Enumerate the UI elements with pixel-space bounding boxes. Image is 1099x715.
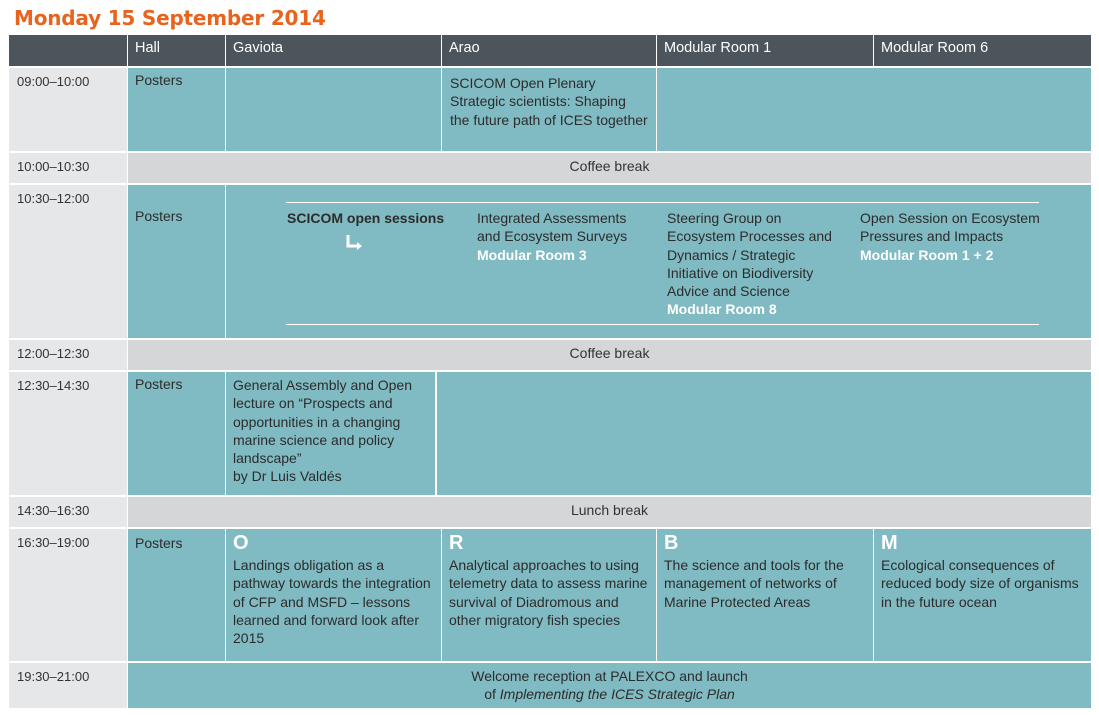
hall-posters-7: Posters bbox=[128, 529, 225, 661]
scicom-open-sessions-block bbox=[226, 185, 1091, 338]
header-gaviota: Gaviota bbox=[226, 35, 441, 66]
welcome-reception bbox=[128, 663, 1091, 708]
theme-session-o bbox=[226, 529, 441, 661]
theme-session-m bbox=[874, 529, 1091, 661]
speaker-text: by Dr Luis Valdés bbox=[233, 468, 342, 485]
header-blank bbox=[9, 35, 127, 66]
time-slot: 14:30–16:30 bbox=[9, 497, 127, 527]
hall-posters-1: Posters bbox=[128, 68, 225, 151]
session-room: Modular Room 3 bbox=[477, 246, 587, 263]
theme-letter: R bbox=[449, 532, 464, 554]
arrow-right-icon bbox=[346, 233, 366, 253]
session-room: Modular Room 1 + 2 bbox=[860, 246, 994, 263]
lunch-break: Lunch break bbox=[128, 497, 1091, 527]
theme-letter: B bbox=[664, 532, 679, 554]
divider-top bbox=[286, 202, 1039, 203]
session-title: Integrated Assessments and Ecosystem Surveys bbox=[477, 210, 628, 245]
welcome-line-1: Welcome reception at PALEXCO and launch bbox=[471, 668, 748, 684]
theme-text: Analytical approaches to using telemetry data to assess marine survival of Diadromous and other migratory fish species bbox=[449, 557, 648, 628]
arao-modular-empty-5 bbox=[437, 372, 1091, 495]
header-arao: Arao bbox=[442, 35, 656, 66]
time-slot: 16:30–19:00 bbox=[9, 529, 127, 661]
general-assembly-text: General Assembly and Open lecture on “Prospects and opportunities in a changing marine science and policy landscape” bbox=[233, 377, 412, 467]
gaviota-general-assembly bbox=[226, 372, 435, 495]
session-ecosystem-pressures bbox=[860, 209, 1050, 264]
hall-posters-3: Posters bbox=[128, 185, 225, 338]
time-slot: 19:30–21:00 bbox=[9, 663, 127, 708]
session-steering-group bbox=[667, 209, 837, 319]
theme-text: The science and tools for the management of networks of Marine Protected Areas bbox=[664, 557, 844, 610]
scicom-open-sessions-heading: SCICOM open sessions bbox=[287, 210, 445, 226]
arao-scicom-plenary: SCICOM Open Plenary Strategic scientists: Shaping the future path of ICES together bbox=[442, 68, 656, 151]
page-title: Monday 15 September 2014 bbox=[14, 6, 326, 30]
session-room: Modular Room 8 bbox=[667, 301, 777, 318]
coffee-break-2: Coffee break bbox=[128, 340, 1091, 370]
time-slot: 10:00–10:30 bbox=[9, 153, 127, 183]
modular-rooms-empty-1 bbox=[657, 68, 1091, 151]
session-integrated-assessments bbox=[477, 209, 647, 264]
welcome-line-2-prefix: of bbox=[484, 686, 496, 703]
time-slot: 09:00–10:00 bbox=[9, 68, 127, 151]
session-title: Open Session on Ecosystem Pressures and Impacts bbox=[860, 210, 1040, 245]
theme-letter: M bbox=[881, 532, 898, 554]
welcome-line-2-title: Implementing the ICES Strategic Plan bbox=[499, 686, 735, 703]
theme-session-b bbox=[657, 529, 873, 661]
theme-text: Ecological consequences of reduced body size of organisms in the future ocean bbox=[881, 557, 1079, 610]
theme-letter: O bbox=[233, 532, 249, 554]
coffee-break-1: Coffee break bbox=[128, 153, 1091, 183]
time-slot: 10:30–12:00 bbox=[9, 185, 127, 338]
hall-posters-5: Posters bbox=[128, 372, 225, 495]
header-modular-room-1: Modular Room 1 bbox=[657, 35, 873, 66]
divider-bottom bbox=[286, 324, 1039, 325]
theme-text: Landings obligation as a pathway towards the integration of CFP and MSFD – lessons learned and forward look after 2015 bbox=[233, 557, 431, 647]
theme-session-r bbox=[442, 529, 656, 661]
time-slot: 12:00–12:30 bbox=[9, 340, 127, 370]
gaviota-empty-1 bbox=[226, 68, 441, 151]
header-hall: Hall bbox=[128, 35, 225, 66]
time-slot: 12:30–14:30 bbox=[9, 372, 127, 495]
session-title: Steering Group on Ecosystem Processes and Dynamics / Strategic Initiative on Biodiversity Advice and Science bbox=[667, 210, 832, 300]
header-modular-room-6: Modular Room 6 bbox=[874, 35, 1091, 66]
